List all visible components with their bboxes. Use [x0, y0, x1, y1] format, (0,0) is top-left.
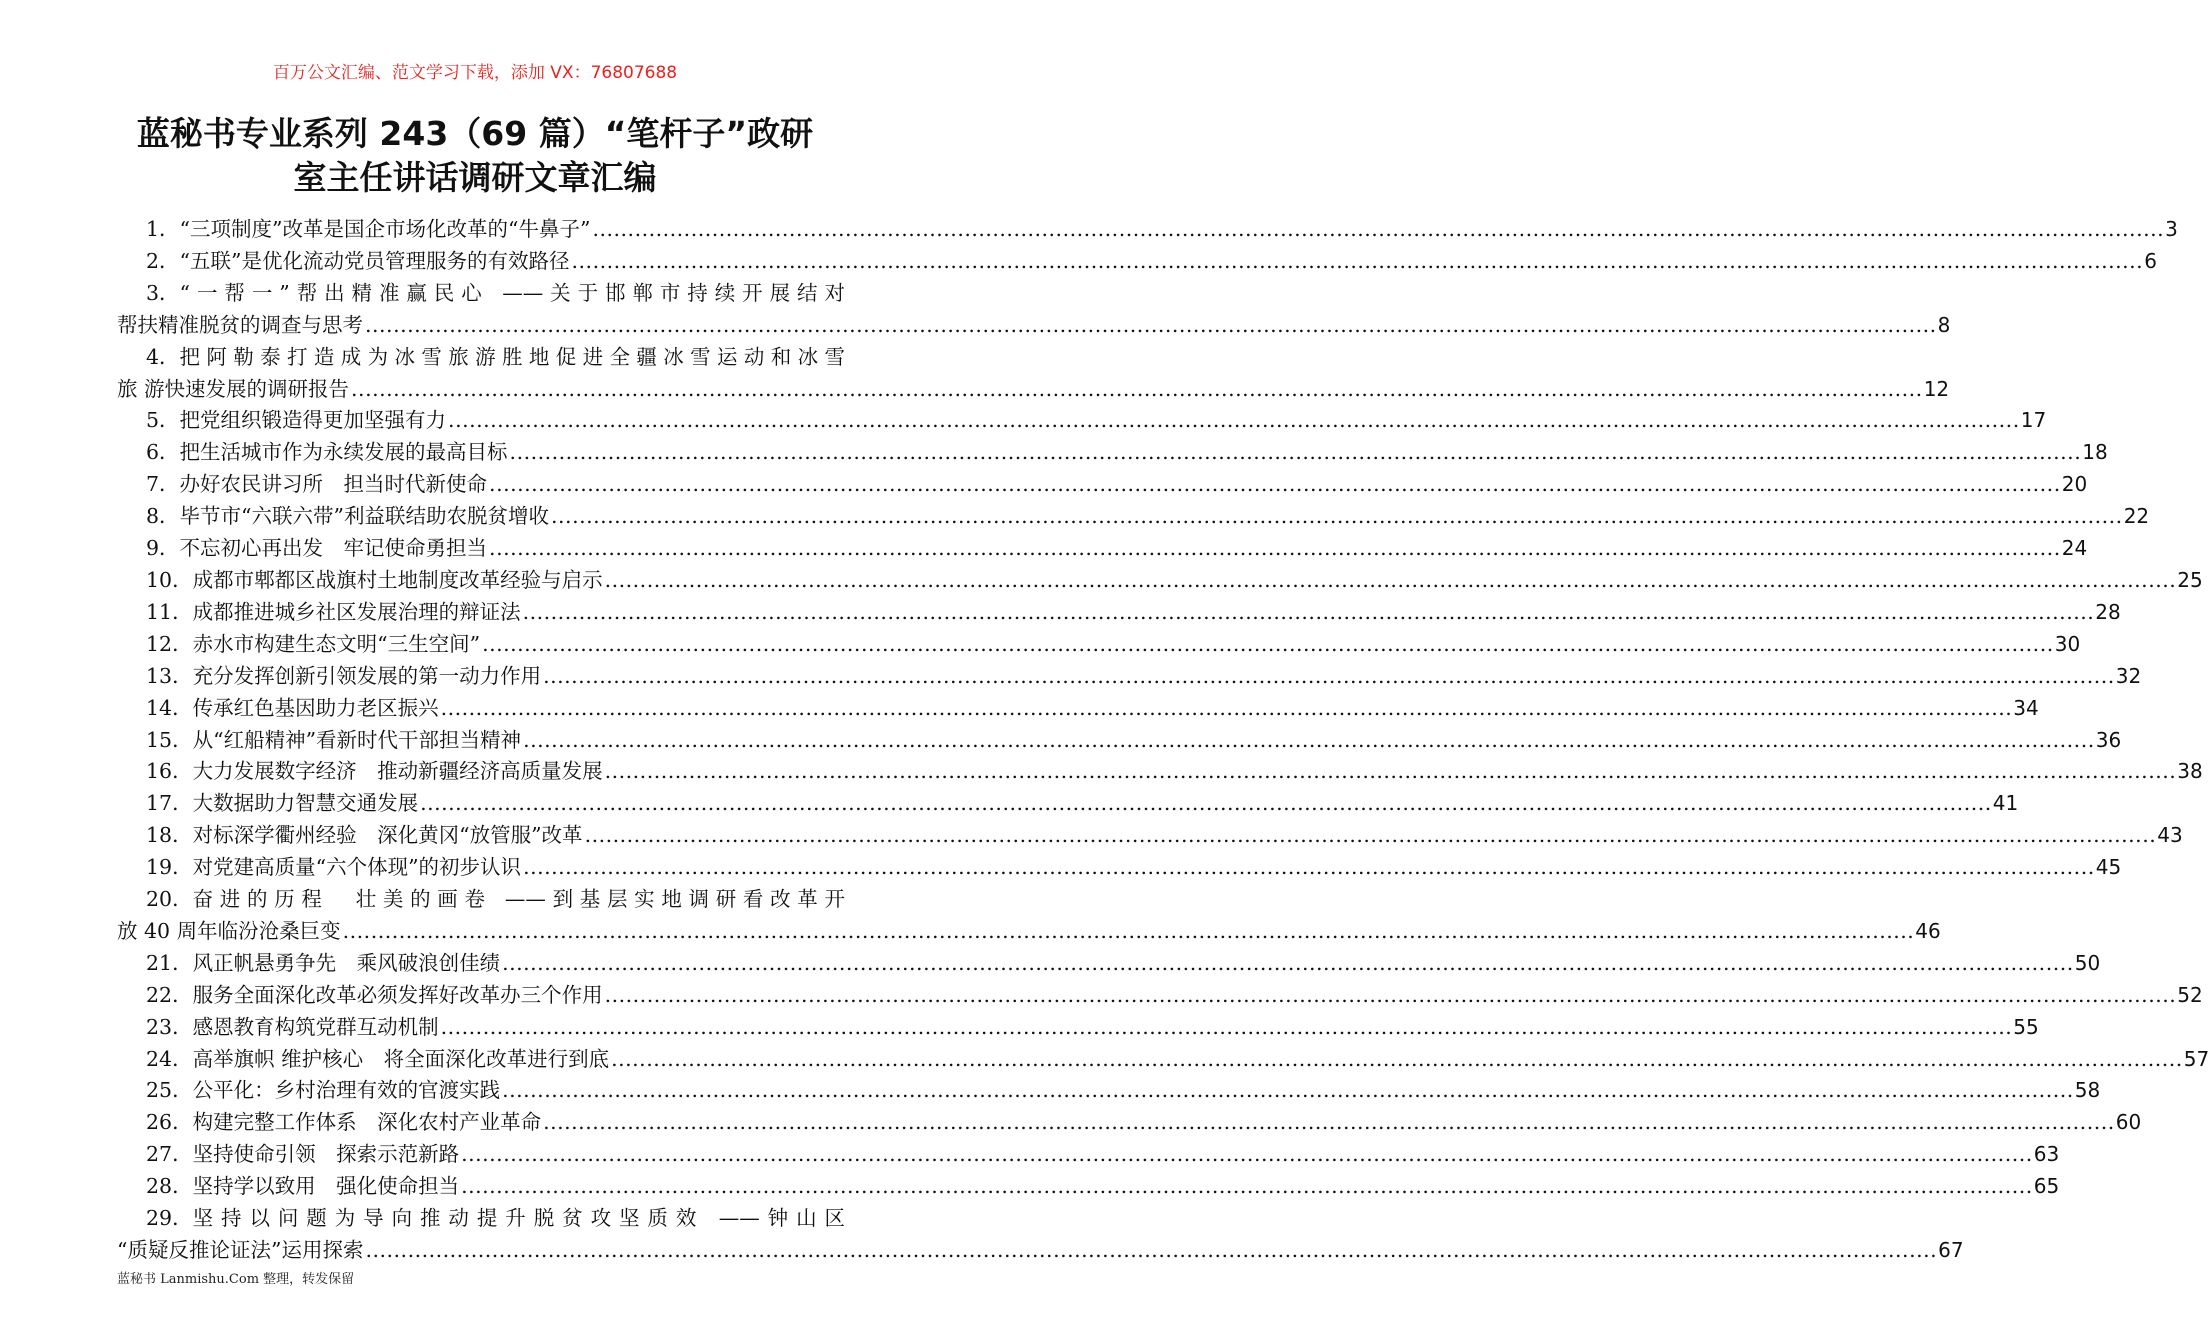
toc-entry[interactable] — [117, 437, 2108, 469]
toc-entry-number: 20． — [146, 887, 193, 912]
toc-entry-number: 21． — [146, 950, 193, 975]
toc-entry[interactable] — [117, 533, 2088, 565]
toc-entry-title: 公平化：乡村治理有效的官渡实践 — [192, 1078, 501, 1103]
toc-entry-page: 52 — [2177, 982, 2203, 1007]
toc-leader-dots — [543, 661, 2115, 693]
toc-entry[interactable] — [117, 884, 1941, 948]
toc-entry-page: 17 — [2020, 408, 2047, 433]
toc-entry-title: 把阿勒泰打造成为冰雪旅游胜地促进全疆冰雪运动和冰雪 — [179, 344, 845, 369]
toc-entry-page: 57 — [2183, 1046, 2209, 1071]
title-line-1: 蓝秘书专业系列 243（69 篇）“笔杆子”政研 — [136, 114, 814, 153]
toc-entry[interactable] — [117, 1044, 2209, 1076]
toc-entry-page: 6 — [2144, 248, 2157, 273]
toc-entry-page: 55 — [2013, 1014, 2039, 1039]
toc-entry[interactable] — [117, 948, 2101, 980]
toc-entry-title: 毕节市“六联六带”利益联结助农脱贫增收 — [179, 504, 550, 529]
toc-entry-title: 传承红色基因助力老区振兴 — [192, 695, 439, 720]
toc-entry-title-continued: 帮扶精准脱贫的调查与思考 — [117, 312, 363, 337]
toc-entry[interactable] — [117, 1203, 1964, 1267]
footer-note: 蓝秘书 Lanmishu.Com 整理，转发保留 — [117, 1272, 355, 1287]
toc-leader-dots — [605, 980, 2177, 1012]
toc-entry-number: 8． — [146, 504, 180, 529]
toc-leader-dots — [343, 916, 1915, 948]
toc-leader-dots — [365, 310, 1937, 342]
toc-entry-title: 风正帆悬勇争先 乘风破浪创佳绩 — [192, 950, 501, 975]
toc-leader-dots — [551, 501, 2123, 533]
toc-entry-number: 18． — [146, 823, 193, 848]
title-line-2: 室主任讲话调研文章汇编 — [293, 158, 657, 197]
toc-entry-title: 成都推进城乡社区发展治理的辩证法 — [192, 599, 521, 624]
toc-entry-number: 16． — [146, 759, 193, 784]
toc-entry-page: 24 — [2061, 536, 2088, 561]
toc-entry-page: 3 — [2165, 217, 2178, 241]
toc-entry-number: 22． — [146, 982, 193, 1007]
toc-entry[interactable] — [117, 342, 1950, 406]
toc-leader-dots — [572, 246, 2144, 278]
toc-entry-number: 14． — [146, 695, 193, 720]
toc-leader-dots — [461, 1139, 2033, 1171]
toc-entry-page: 32 — [2115, 663, 2142, 688]
toc-entry-page: 50 — [2074, 950, 2101, 975]
toc-entry-page: 65 — [2033, 1174, 2060, 1199]
toc-entry[interactable] — [117, 693, 2039, 725]
toc-entry-number: 24． — [146, 1046, 193, 1071]
toc-entry-number: 28． — [146, 1174, 193, 1199]
toc-entry-page: 34 — [2013, 695, 2039, 720]
toc-entry-title: 坚持以问题为导向推动提升脱贫攻坚质效 ——钟山区 — [192, 1206, 845, 1231]
toc-entry-number: 27． — [146, 1142, 193, 1167]
toc-entry-page: 58 — [2074, 1078, 2101, 1103]
toc-entry-number: 13． — [146, 663, 193, 688]
toc-entry-title-continued: 放 40 周年临汾沧桑巨变 — [117, 918, 341, 943]
toc-leader-dots — [502, 1075, 2074, 1107]
toc-entry-title: 从“红船精神”看新时代干部担当精神 — [192, 727, 522, 752]
toc-leader-dots — [441, 1012, 2013, 1044]
toc-entry-title: “一帮一”帮出精准赢民心 ——关于邯郸市持续开展结对 — [179, 280, 845, 305]
toc-entry-title: 感恩教育构筑党群互动机制 — [192, 1014, 439, 1039]
toc-entry-number: 2． — [146, 248, 180, 273]
toc-entry-number: 1． — [146, 217, 180, 241]
toc-entry[interactable] — [117, 1139, 2060, 1171]
toc-entry-page: 45 — [2095, 855, 2122, 880]
toc-leader-dots — [461, 1171, 2033, 1203]
toc-entry-number: 4． — [146, 344, 180, 369]
toc-entry-number: 29． — [146, 1206, 193, 1231]
toc-entry-title: 构建完整工作体系 深化农村产业革命 — [192, 1110, 542, 1135]
toc-entry[interactable] — [117, 661, 2142, 693]
toc-leader-dots — [585, 820, 2157, 852]
toc-entry-number: 6． — [146, 440, 180, 465]
toc-leader-dots — [592, 214, 2164, 246]
toc-leader-dots — [482, 629, 2054, 661]
toc-leader-dots — [605, 565, 2177, 597]
toc-entry-title: 大数据助力智慧交通发展 — [192, 791, 419, 816]
toc-entry-number: 19． — [146, 855, 193, 880]
toc-leader-dots — [502, 948, 2074, 980]
toc-entry[interactable] — [117, 756, 2203, 788]
toc-leader-dots — [351, 374, 1923, 406]
toc-entry-number: 23． — [146, 1014, 193, 1039]
toc-entry[interactable] — [117, 629, 2081, 661]
toc-entry[interactable] — [117, 565, 2203, 597]
toc-entry-page: 46 — [1915, 918, 1941, 943]
toc-entry-title: 赤水市构建生态文明“三生空间” — [192, 631, 481, 656]
toc-entry-title: 服务全面深化改革必须发挥好改革办三个作用 — [192, 982, 603, 1007]
toc-entry[interactable] — [117, 788, 2019, 820]
toc-entry[interactable] — [117, 1171, 2060, 1203]
toc-entry-page: 22 — [2123, 504, 2150, 529]
toc-entry-title: 办好农民讲习所 担当时代新使命 — [179, 472, 488, 497]
toc-entry-number: 25． — [146, 1078, 193, 1103]
toc-entry-title: 坚持学以致用 强化使命担当 — [192, 1174, 460, 1199]
toc-entry[interactable] — [117, 980, 2203, 1012]
toc-entry[interactable] — [117, 1012, 2039, 1044]
toc-entry[interactable] — [117, 501, 2150, 533]
toc-leader-dots — [543, 1107, 2115, 1139]
toc-entry-page: 20 — [2061, 472, 2088, 497]
toc-leader-dots — [420, 788, 1992, 820]
toc-entry-title: 高举旗帜 维护核心 将全面深化改革进行到底 — [192, 1046, 610, 1071]
toc-entry[interactable] — [117, 597, 2121, 629]
toc-entry-title: “五联”是优化流动党员管理服务的有效路径 — [179, 248, 570, 273]
toc-entry[interactable] — [117, 1107, 2142, 1139]
toc-leader-dots — [441, 693, 2013, 725]
toc-entry-number: 15． — [146, 727, 193, 752]
toc-entry[interactable] — [117, 852, 2122, 884]
toc-entry-number: 5． — [146, 408, 180, 433]
toc-leader-dots — [365, 1235, 1937, 1267]
toc-entry[interactable] — [117, 405, 2047, 437]
toc-entry-page: 43 — [2157, 823, 2183, 848]
toc-leader-dots — [523, 852, 2095, 884]
toc-entry[interactable] — [117, 278, 1951, 342]
toc-entry-page: 67 — [1938, 1238, 1964, 1262]
toc-entry[interactable] — [117, 725, 2122, 757]
toc-leader-dots — [448, 405, 2020, 437]
toc-entry-page: 12 — [1923, 376, 1950, 401]
table-of-contents — [117, 214, 2209, 1267]
toc-entry-page: 30 — [2054, 631, 2081, 656]
toc-entry-number: 10． — [146, 567, 193, 592]
toc-entry-title: 对标深学衢州经验 深化黄冈“放管服”改革 — [192, 823, 583, 848]
toc-entry-page: 8 — [1937, 312, 1951, 337]
toc-leader-dots — [523, 725, 2095, 757]
toc-entry-number: 9． — [146, 536, 180, 561]
toc-entry-title: 充分发挥创新引领发展的第一动力作用 — [192, 663, 542, 688]
toc-entry-number: 3． — [146, 280, 180, 305]
toc-leader-dots — [523, 597, 2095, 629]
toc-entry-title: “三项制度”改革是国企市场化改革的“牛鼻子” — [179, 217, 591, 241]
toc-entry-page: 36 — [2095, 727, 2122, 752]
toc-entry[interactable] — [117, 469, 2088, 501]
toc-entry-title-continued: 旅 游快速发展的调研报告 — [117, 376, 350, 401]
toc-entry-title: 把党组织锻造得更加坚强有力 — [179, 408, 447, 433]
toc-entry-page: 60 — [2115, 1110, 2142, 1135]
document-title — [100, 112, 850, 200]
toc-entry[interactable] — [117, 1075, 2101, 1107]
toc-leader-dots — [489, 533, 2061, 565]
toc-leader-dots — [489, 469, 2061, 501]
toc-entry-title: 对党建高质量“六个体现”的初步认识 — [192, 855, 522, 880]
toc-entry-page: 38 — [2177, 759, 2203, 784]
toc-leader-dots — [611, 1044, 2183, 1076]
toc-entry[interactable] — [117, 214, 2178, 246]
toc-leader-dots — [510, 437, 2082, 469]
toc-entry-number: 7． — [146, 472, 180, 497]
promo-banner: 百万公文汇编、范文学习下载，添加 VX：76807688 — [272, 63, 678, 83]
toc-entry-title-continued: “质疑反推论证法”运用探索 — [117, 1238, 364, 1262]
toc-entry-page: 63 — [2033, 1142, 2060, 1167]
toc-entry-title: 把生活城市作为永续发展的最高目标 — [179, 440, 508, 465]
toc-entry-title: 奋进的历程 壮美的画卷 ——到基层实地调研看改革开 — [192, 887, 845, 912]
toc-entry-page: 18 — [2082, 440, 2108, 465]
toc-entry-page: 25 — [2177, 567, 2203, 592]
toc-entry-number: 12． — [146, 631, 193, 656]
toc-entry-number: 11． — [146, 599, 193, 624]
toc-entry-title: 坚持使命引领 探索示范新路 — [192, 1142, 460, 1167]
toc-entry-number: 17． — [146, 791, 193, 816]
toc-entry-title: 大力发展数字经济 推动新疆经济高质量发展 — [192, 759, 603, 784]
toc-entry-title: 不忘初心再出发 牢记使命勇担当 — [179, 536, 488, 561]
toc-entry-page: 28 — [2095, 599, 2121, 624]
toc-entry-page: 41 — [1992, 791, 2019, 816]
toc-entry-title: 成都市郫都区战旗村土地制度改革经验与启示 — [192, 567, 603, 592]
toc-entry[interactable] — [117, 820, 2183, 852]
toc-entry[interactable] — [117, 246, 2157, 278]
toc-entry-number: 26． — [146, 1110, 193, 1135]
toc-leader-dots — [605, 756, 2177, 788]
